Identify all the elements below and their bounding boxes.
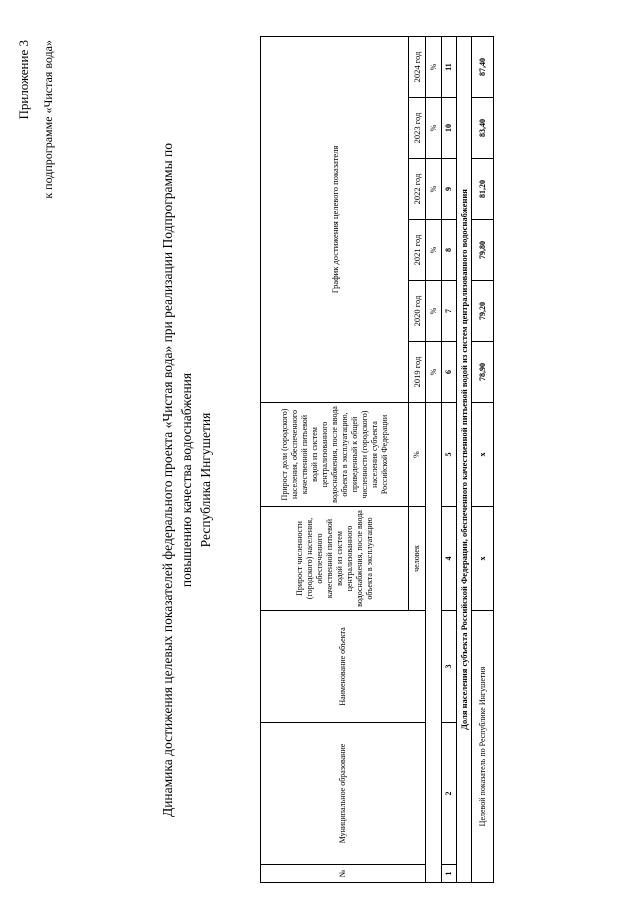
- unit-share: %: [409, 403, 426, 507]
- column-number-9: 9: [442, 159, 457, 220]
- title-line-3: Республика Ингушетия: [198, 412, 213, 548]
- target-value-2021: 79,80: [472, 220, 494, 281]
- column-number-3: 3: [442, 611, 457, 723]
- target-value-2022: 81,20: [472, 159, 494, 220]
- year-2022: 2022 год: [409, 159, 426, 220]
- column-number-4: 4: [442, 507, 457, 611]
- unit-year-2019: %: [426, 342, 442, 403]
- document-title: [158, 95, 215, 865]
- header-row-top: [261, 36, 279, 882]
- appendix-label: Приложение 3: [16, 40, 31, 120]
- title-line-2: повышению качества водоснабжения: [179, 372, 194, 588]
- column-numbers-row: [442, 36, 457, 882]
- column-number-11: 11: [442, 36, 457, 97]
- year-2019: 2019 год: [409, 342, 426, 403]
- column-number-1: 1: [442, 865, 457, 883]
- section-row: [457, 36, 472, 882]
- unit-year-2024: %: [426, 36, 442, 97]
- unit-year-2022: %: [426, 159, 442, 220]
- year-2020: 2020 год: [409, 281, 426, 342]
- unit-year-2021: %: [426, 220, 442, 281]
- unit-year-2020: %: [426, 281, 442, 342]
- target-value-2023: 83,40: [472, 98, 494, 159]
- target-value-2020: 79,20: [472, 281, 494, 342]
- year-2023: 2023 год: [409, 98, 426, 159]
- column-number-10: 10: [442, 98, 457, 159]
- column-number-5: 5: [442, 403, 457, 507]
- header-population-growth: Прирост численности (городского) населения, обеспеченного качественной питьевой водой из систем централизованного водоснабжения, после ввода объекта в эксплуатацию: [261, 507, 409, 611]
- header-target-schedule: График достижения целевого показателя: [261, 36, 409, 402]
- target-value-2019: 78,90: [472, 342, 494, 403]
- unit-population: человек: [409, 507, 426, 611]
- target-label: Целевой показатель по Республике Ингушетия: [472, 611, 494, 883]
- appendix-block: [14, 40, 58, 199]
- year-2024: 2024 год: [409, 36, 426, 97]
- targets-table: [260, 36, 494, 883]
- section-title: Доля населения субъекта Российской Федерации, обеспеченного качественной питьевой водой из систем централизованного водоснабжения: [457, 36, 472, 882]
- column-number-8: 8: [442, 220, 457, 281]
- header-object-name: Наименование объекта: [261, 611, 426, 723]
- header-number: №: [261, 865, 426, 883]
- target-row: [472, 36, 494, 882]
- target-value-2024: 87,40: [472, 36, 494, 97]
- year-2021: 2021 год: [409, 220, 426, 281]
- title-line-1: Динамика достижения целевых показателей федерального проекта «Чистая вода» при реализации Подпрограммы по: [160, 143, 175, 818]
- target-share-value: x: [472, 403, 494, 507]
- unit-year-2023: %: [426, 98, 442, 159]
- header-share-growth: Прирост доли (городского) населения, обеспеченного качественной питьевой водой из систем централизованного водоснабжения, после ввода объекта в эксплуатацию, приведенный к общей численности (городского) населения субъекта Российской Федерации: [261, 403, 409, 507]
- column-number-2: 2: [442, 723, 457, 865]
- column-number-7: 7: [442, 281, 457, 342]
- column-number-6: 6: [442, 342, 457, 403]
- header-municipality: Муниципальное образование: [261, 723, 426, 865]
- target-population-value: x: [472, 507, 494, 611]
- year-units-spacer: [426, 403, 442, 883]
- year-units-row: [426, 36, 442, 882]
- appendix-subtitle: к подпрограмме «Чистая вода»: [41, 40, 55, 199]
